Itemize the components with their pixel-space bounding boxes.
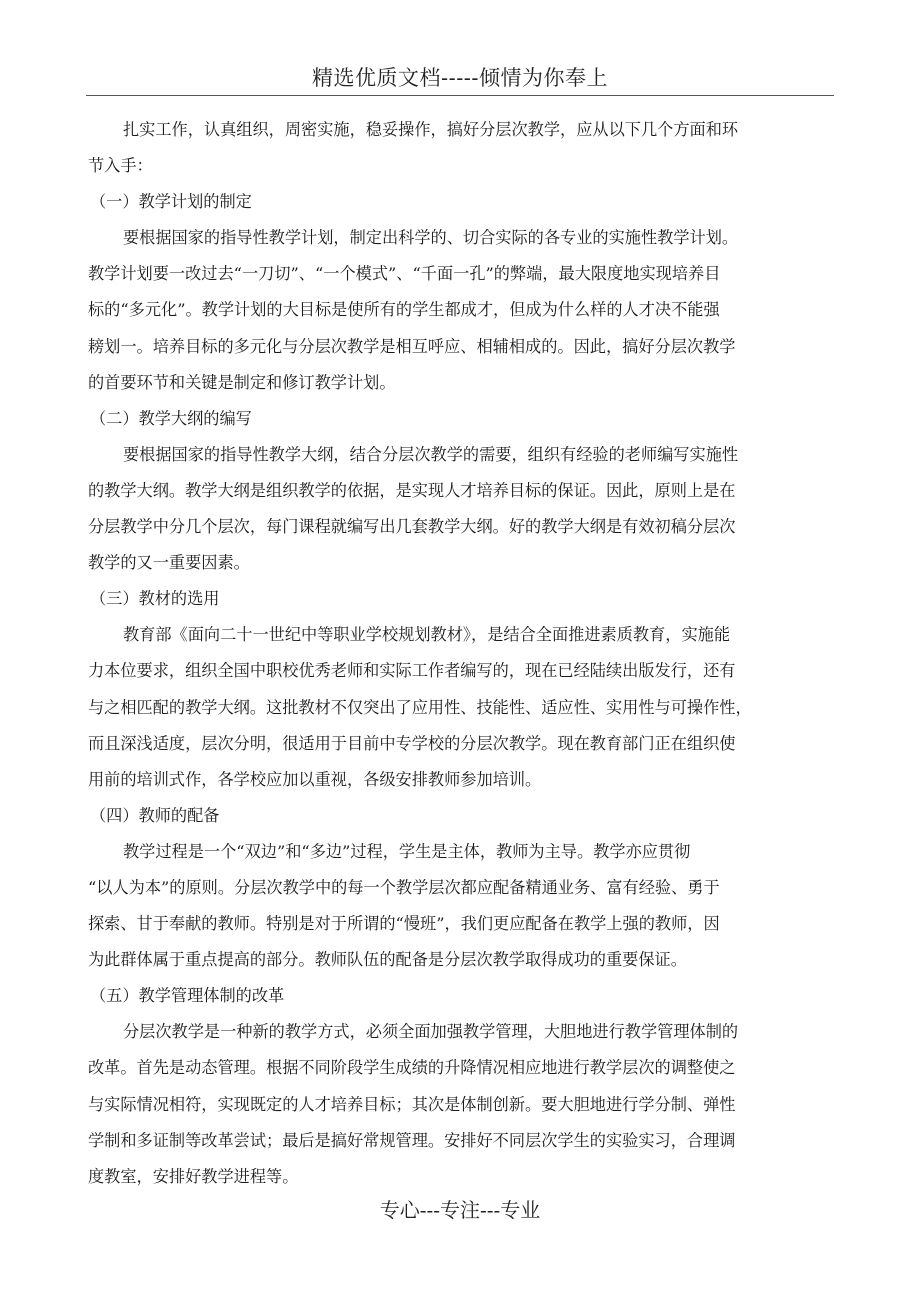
page-footer-text: 专心---专注---专业 [379,1198,541,1222]
paragraph-line: 改革。首先是动态管理。根据不同阶段学生成绩的升降情况相应地进行教学层次的调整使之 [88,1058,736,1078]
paragraph-line: 分层次教学是一种新的教学方式，必须全面加强教学管理，大胆地进行教学管理体制的 [123,1022,739,1042]
paragraph-line: 学制和多证制等改革尝试；最后是搞好常规管理。安排好不同层次学生的实验实习，合理调 [88,1130,736,1150]
paragraph-line: 的教学大纲。教学大纲是组织教学的依据，是实现人才培养目标的保证。因此，原则上是在 [88,480,736,500]
paragraph-line: 探索、甘于奉献的教师。特别是对于所谓的“慢班”，我们更应配备在教学上强的教师，因 [88,914,720,934]
paragraph-line: 教育部《面向二十一世纪中等职业学校规划教材》，是结合全面推进素质教育，实施能 [123,625,731,645]
section-heading: （三）教材的选用 [90,589,220,609]
paragraph-line: 与之相匹配的教学大纲。这批教材不仅突出了应用性、技能性、适应性、实用性与可操作性， [88,697,752,717]
paragraph-line: 教学计划要一改过去“一刀切”、“一个模式”、“千面一孔”的弊端，最大限度地实现培养目 [88,264,721,284]
paragraph-line: 耪划一。培养目标的多元化与分层次教学是相互呼应、相辅相成的。因此，搞好分层次教学 [88,336,736,356]
paragraph-line: 教学过程是一个“双边”和“多边”过程，学生是主体，教师为主导。教学亦应贯彻 [123,841,691,861]
paragraph-line: 的首要环节和关键是制定和修订教学计划。 [88,372,396,392]
paragraph-line: 标的“多元化”。教学计划的大目标是使所有的学生都成才，但成为什么样的人才决不能强 [88,300,720,320]
paragraph-line: 力本位要求，组织全国中职校优秀老师和实际工作者编写的，现在已经陆续出版发行，还有 [88,661,736,681]
page-header-title: 精选优质文档-----倾情为你奉上 [312,66,608,90]
paragraph-line: 要根据国家的指导性教学大纲，结合分层次教学的需要，组织有经验的老师编写实施性 [123,444,739,464]
paragraph-line: 用前的培训式作，各学校应加以重视，各级安排教师参加培训。 [88,769,542,789]
section-heading: （二）教学大纲的编写 [90,408,252,428]
paragraph-line: “以人为本”的原则。分层次教学中的每一个教学层次都应配备精通业务、富有经验、勇于 [88,877,720,897]
paragraph-line: 度教室，安排好教学进程等。 [88,1166,299,1186]
document-body [88,112,838,1195]
section-heading: （一）教学计划的制定 [90,192,252,212]
paragraph-line: 节入手： [88,156,153,176]
paragraph-line: 为此群体属于重点提高的部分。教师队伍的配备是分层次教学取得成功的重要保证。 [88,950,687,970]
paragraph-line: 要根据国家的指导性教学计划，制定出科学的、切合实际的各专业的实施性教学计划。 [123,228,739,248]
paragraph-line: 教学的又一重要因素。 [88,553,250,573]
paragraph-line: 而且深浅适度，层次分明，很适用于目前中专学校的分层次教学。现在教育部门正在组织使 [88,733,736,753]
paragraph-line: 与实际情况相符，实现既定的人才培养目标；其次是体制创新。要大胆地进行学分制、弹性 [88,1094,736,1114]
paragraph-line: 分层教学中分几个层次，每门课程就编写出几套教学大纲。好的教学大纲是有效初稿分层次 [88,517,736,537]
section-heading: （四）教师的配备 [90,805,220,825]
header-divider [86,95,834,96]
section-heading: （五）教学管理体制的改革 [90,986,285,1006]
paragraph-line: 扎实工作，认真组织，周密实施，稳妥操作，搞好分层次教学，应从以下几个方面和环 [123,120,739,139]
